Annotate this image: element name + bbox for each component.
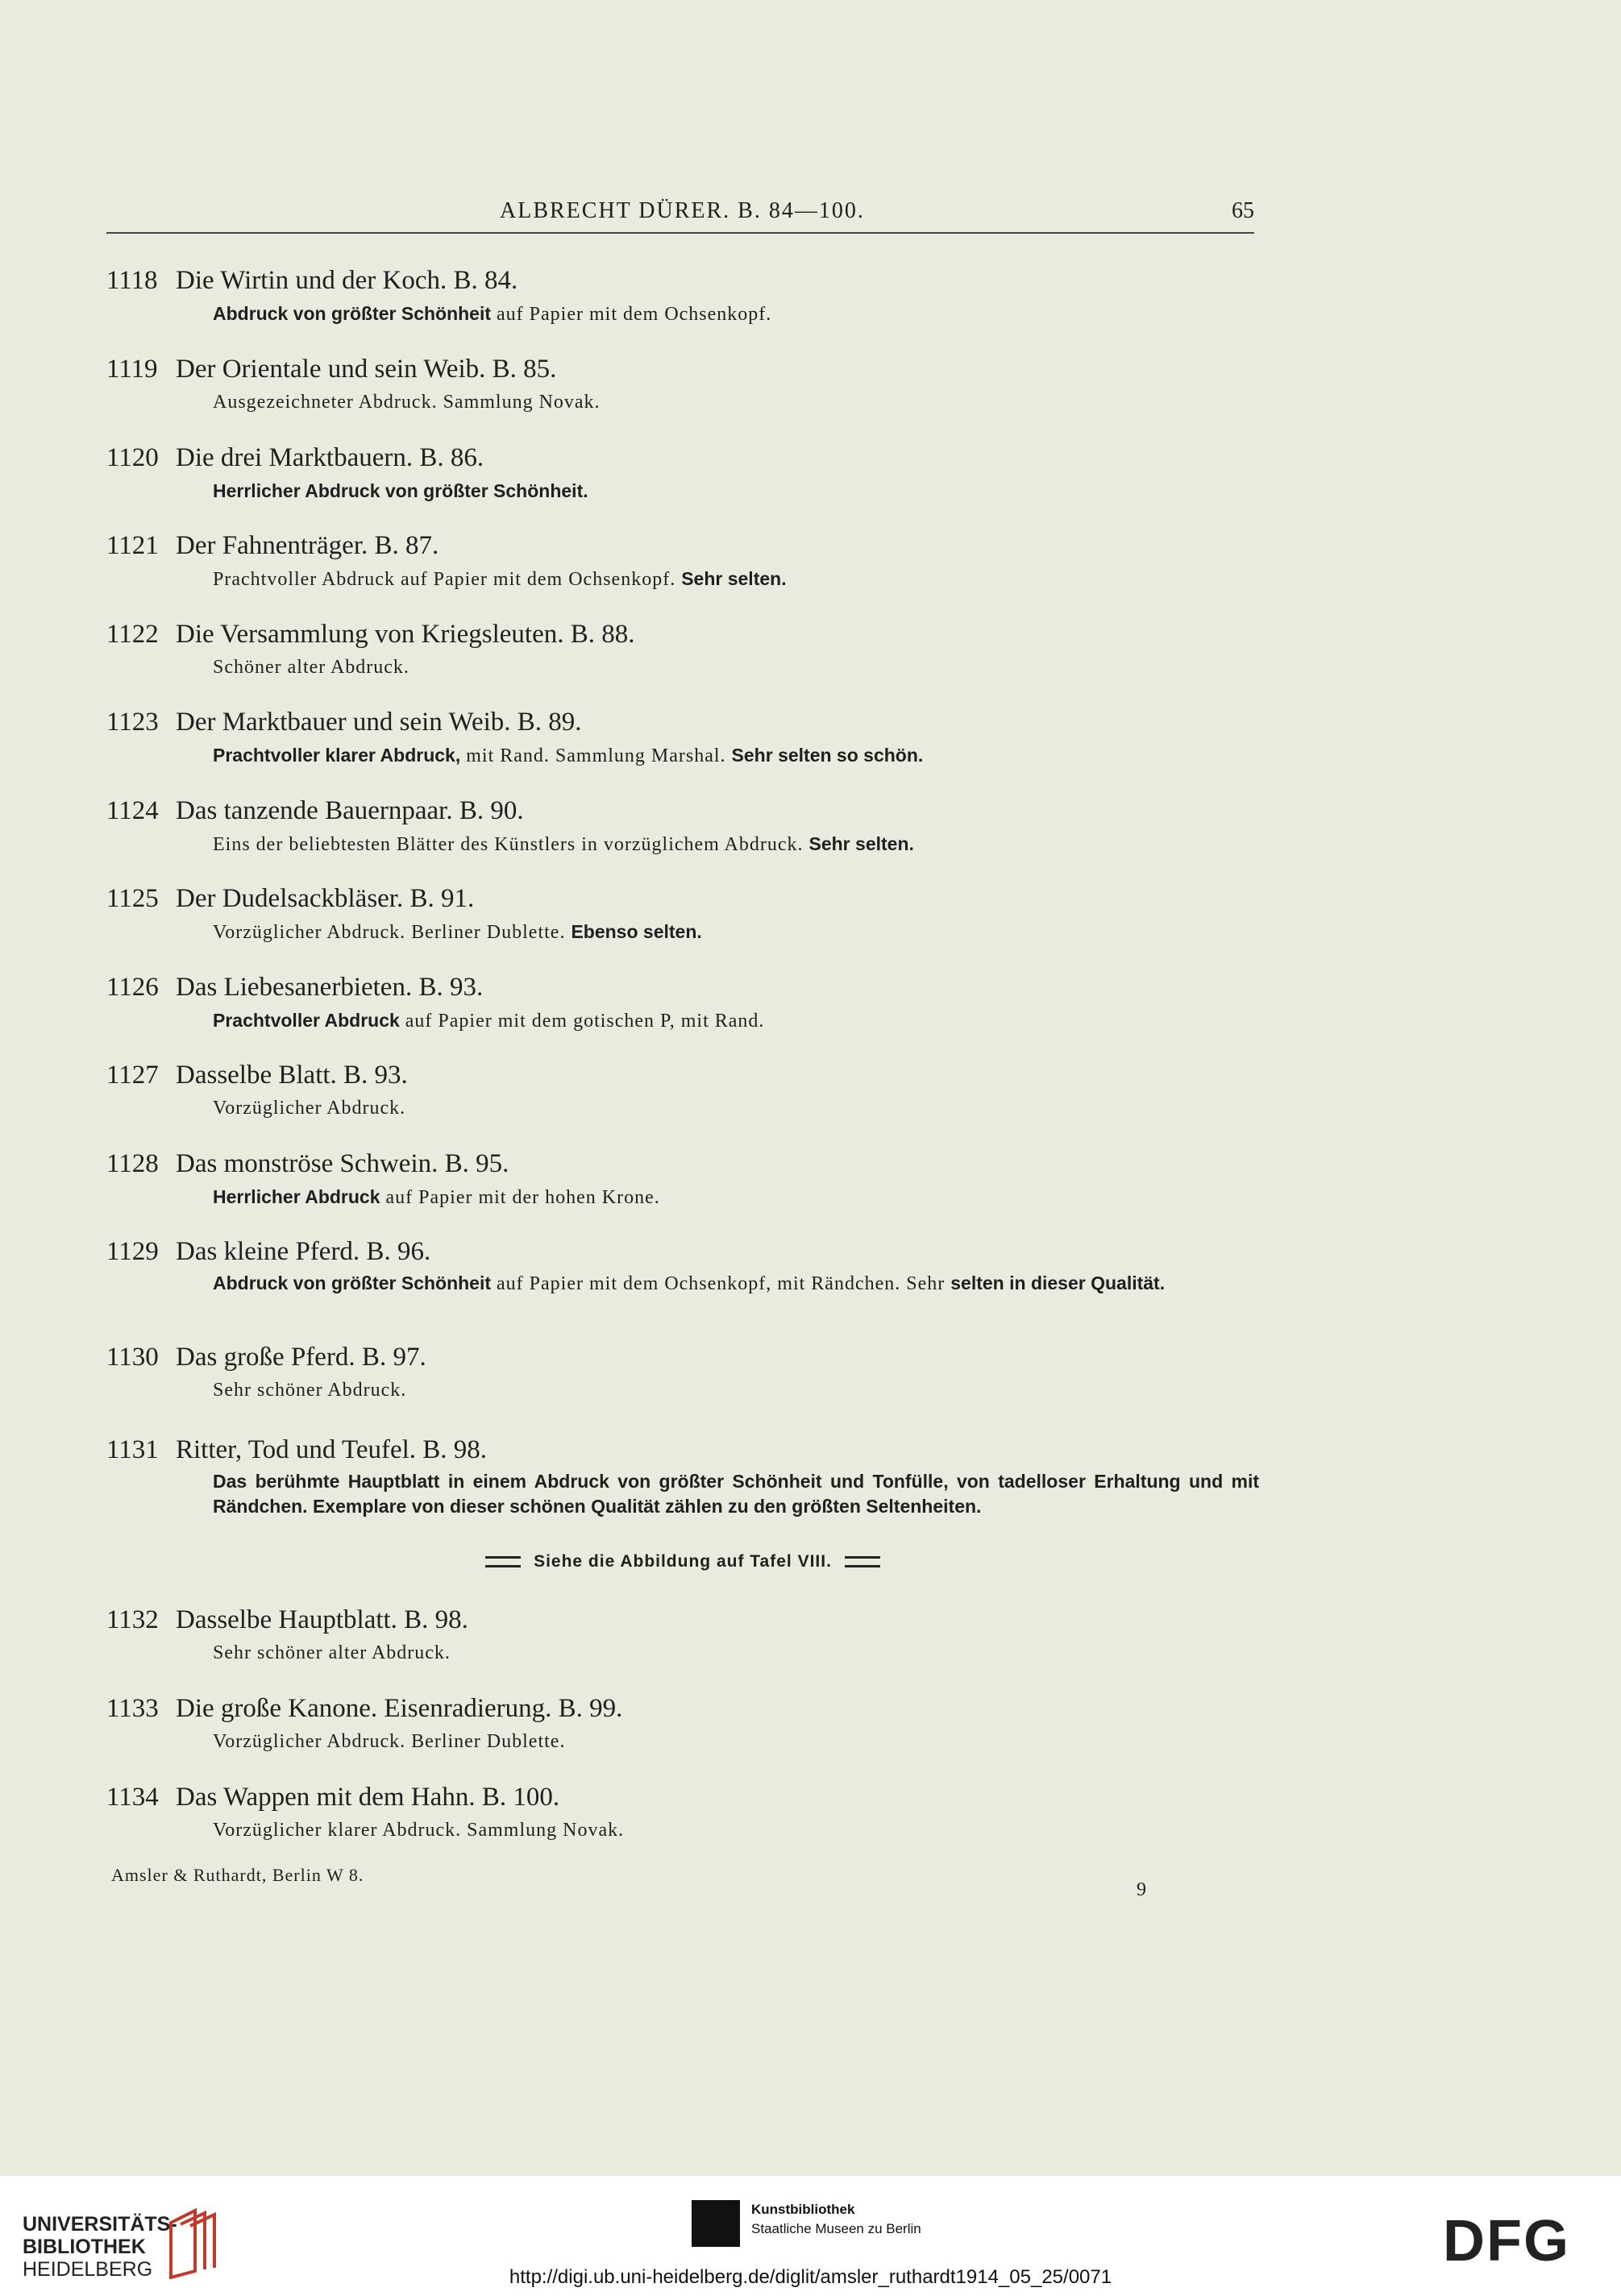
catalogue-entry (106, 882, 1259, 946)
entry-title: Der Fahnenträger. B. 87. (176, 531, 439, 560)
entry-title: Der Marktbauer und sein Weib. B. 89. (176, 708, 582, 737)
entry-number: 1126 (106, 973, 159, 1002)
entry-number: 1119 (106, 355, 158, 384)
entry-title: Die Wirtin und der Koch. B. 84. (176, 266, 518, 295)
description-text: Vorzüglicher klarer Abdruck. Sammlung Novak. (213, 1820, 625, 1841)
entry-description (213, 1376, 1259, 1404)
entry-number: 1121 (106, 531, 159, 560)
description-text: Eins der beliebtesten Blätter des Künstlers in vorzüglichem Abdruck. (213, 834, 809, 855)
entry-heading (106, 353, 1259, 385)
publisher-line: Amsler & Ruthardt, Berlin W 8. (111, 1865, 364, 1885)
catalogue-entry (106, 618, 1259, 681)
entry-title: Das monströse Schwein. B. 95. (176, 1149, 509, 1178)
description-emphasis: Herrlicher Abdruck von größter Schönheit. (213, 480, 588, 501)
description-emphasis: Sehr selten so schön. (731, 745, 924, 766)
entry-title: Das Wappen mit dem Hahn. B. 100. (176, 1783, 560, 1812)
entry-heading (106, 1059, 1259, 1091)
header-title: ALBRECHT DÜRER. B. 84—100. (500, 198, 865, 223)
entry-description (213, 654, 1259, 681)
entry-title: Das große Pferd. B. 97. (176, 1343, 426, 1372)
running-header (106, 195, 1254, 232)
entry-number: 1129 (106, 1237, 159, 1266)
catalogue-entry (106, 442, 1259, 505)
entry-number: 1124 (106, 796, 159, 825)
ub-line3: HEIDELBERG (23, 2258, 153, 2281)
entry-number: 1131 (106, 1435, 159, 1464)
catalogue-entry (106, 264, 1259, 328)
description-text: auf Papier mit dem Ochsenkopf, mit Rändchen. Sehr (491, 1273, 951, 1294)
catalogue-entry (106, 1604, 1259, 1667)
description-emphasis: Das berühmte Hauptblatt in einem Abdruck von größter Schönheit und Tonfülle, von tadelloser Erhaltung und mit Rändchen. Exemplare von dieser schönen Qualität zählen zu den größten Seltenheiten. (213, 1471, 1259, 1517)
permalink-url[interactable]: http://digi.ub.uni-heidelberg.de/diglit/amsler_ruthardt1914_05_25/0071 (509, 2266, 1112, 2288)
header-rule (106, 232, 1254, 234)
catalogue-entry (106, 706, 1259, 770)
catalogue-entry (106, 1148, 1259, 1211)
description-text: Vorzüglicher Abdruck. (213, 1098, 406, 1119)
entry-heading (106, 1148, 1259, 1180)
entry-number: 1128 (106, 1149, 159, 1178)
entry-number: 1125 (106, 884, 159, 913)
entry-description (213, 1728, 1259, 1755)
catalogue-entry (106, 971, 1259, 1035)
kunstbibliothek-logo-icon[interactable] (692, 2200, 740, 2247)
entry-description (213, 477, 1259, 505)
entry-number: 1118 (106, 266, 158, 295)
entry-description (213, 1271, 1259, 1296)
entry-heading (106, 442, 1259, 474)
kunstbibliothek-text (751, 2200, 921, 2239)
catalogue-entry (106, 1434, 1259, 1519)
description-emphasis: Prachtvoller klarer Abdruck, (213, 745, 461, 766)
entry-description (213, 1007, 1259, 1035)
description-text: Ausgezeichneter Abdruck. Sammlung Novak. (213, 392, 601, 413)
description-emphasis: Herrlicher Abdruck (213, 1186, 380, 1207)
entry-heading (106, 882, 1259, 915)
entry-title: Die große Kanone. Eisenradierung. B. 99. (176, 1694, 623, 1723)
catalogue-entry (106, 1692, 1259, 1755)
entry-number: 1127 (106, 1061, 159, 1090)
entry-number: 1132 (106, 1605, 159, 1634)
entry-title: Die drei Marktbauern. B. 86. (176, 443, 484, 472)
entry-number: 1133 (106, 1694, 159, 1723)
dfg-logo[interactable]: DFG (1443, 2209, 1570, 2273)
entry-description (213, 741, 1259, 770)
description-text: Sehr schöner alter Abdruck. (213, 1642, 451, 1663)
description-emphasis: Sehr selten. (808, 833, 914, 854)
catalogue-entry (106, 529, 1259, 593)
ub-line2: BIBLIOTHEK (23, 2236, 146, 2258)
entry-heading (106, 1434, 1259, 1466)
entry-title: Der Dudelsackbläser. B. 91. (176, 884, 475, 913)
entry-description (213, 830, 1259, 858)
entry-title: Das kleine Pferd. B. 96. (176, 1237, 431, 1266)
entry-heading (106, 1604, 1259, 1636)
catalogue-entry (106, 1781, 1259, 1844)
entry-title: Ritter, Tod und Teufel. B. 98. (176, 1435, 488, 1464)
entry-heading (106, 1692, 1259, 1725)
description-emphasis: Prachtvoller Abdruck (213, 1010, 400, 1031)
entry-heading (106, 264, 1259, 297)
entry-title: Der Orientale und sein Weib. B. 85. (176, 355, 557, 384)
entry-heading (106, 529, 1259, 562)
entry-description (213, 918, 1259, 946)
description-text: auf Papier mit dem Ochsenkopf. (491, 304, 772, 325)
digitization-footer-bar (0, 2176, 1621, 2296)
catalogue-entry (106, 1059, 1259, 1122)
description-emphasis: Abdruck von größter Schönheit (213, 303, 492, 324)
description-text: Prachtvoller Abdruck auf Papier mit dem Ochsenkopf. (213, 569, 682, 590)
description-text: auf Papier mit dem gotischen P, mit Rand. (399, 1011, 765, 1032)
description-emphasis: Abdruck von größter Schönheit (213, 1273, 492, 1293)
entry-heading (106, 706, 1259, 738)
entry-number: 1122 (106, 620, 159, 649)
description-text: Vorzüglicher Abdruck. Berliner Dublette. (213, 922, 572, 943)
entry-heading (106, 1781, 1259, 1813)
catalogue-entry (106, 1235, 1259, 1296)
entry-description (213, 1469, 1259, 1519)
entry-number: 1123 (106, 708, 159, 737)
entry-description (213, 300, 1259, 328)
entry-title: Das Liebesanerbieten. B. 93. (176, 973, 484, 1002)
see-also-text: Siehe die Abbildung auf Tafel VIII. (534, 1552, 832, 1571)
entry-description (213, 388, 1259, 416)
entry-description (213, 1816, 1259, 1844)
ub-line1: UNIVERSITÄTS- (23, 2213, 177, 2236)
description-text: mit Rand. Sammlung Marshal. (460, 745, 732, 766)
entry-heading (106, 795, 1259, 827)
entry-number: 1120 (106, 443, 159, 472)
entry-title: Dasselbe Blatt. B. 93. (176, 1061, 408, 1090)
description-text: auf Papier mit der hohen Krone. (380, 1187, 660, 1208)
entry-title: Die Versammlung von Kriegsleuten. B. 88. (176, 620, 635, 649)
description-emphasis: Sehr selten. (681, 568, 787, 589)
entry-number: 1130 (106, 1343, 159, 1372)
description-text: Schöner alter Abdruck. (213, 657, 409, 678)
entry-description (213, 1639, 1259, 1667)
entry-description (213, 1094, 1259, 1122)
description-text: Vorzüglicher Abdruck. Berliner Dublette. (213, 1731, 566, 1752)
signature-mark: 9 (1137, 1879, 1146, 1900)
description-emphasis: Ebenso selten. (571, 921, 702, 942)
catalogue-entry (106, 1341, 1259, 1404)
description-emphasis: selten in dieser Qualität. (950, 1273, 1166, 1293)
description-text: Sehr schöner Abdruck. (213, 1380, 407, 1401)
entry-heading (106, 618, 1259, 650)
kb-line1: Kunstbibliothek (751, 2202, 855, 2217)
catalogue-entry (106, 795, 1259, 858)
entry-number: 1134 (106, 1783, 159, 1812)
kb-line2: Staatliche Museen zu Berlin (751, 2221, 921, 2236)
catalogue-entry (106, 353, 1259, 416)
double-rule-left (485, 1556, 521, 1567)
double-rule-right (845, 1556, 880, 1567)
page-number: 65 (1232, 198, 1254, 223)
entry-description (213, 565, 1259, 593)
entry-heading (106, 1341, 1259, 1373)
entry-heading (106, 1235, 1259, 1268)
entry-title: Dasselbe Hauptblatt. B. 98. (176, 1605, 468, 1634)
entry-heading (106, 971, 1259, 1003)
entry-description (213, 1183, 1259, 1211)
entry-title: Das tanzende Bauernpaar. B. 90. (176, 796, 524, 825)
see-also-note (106, 1552, 1259, 1571)
